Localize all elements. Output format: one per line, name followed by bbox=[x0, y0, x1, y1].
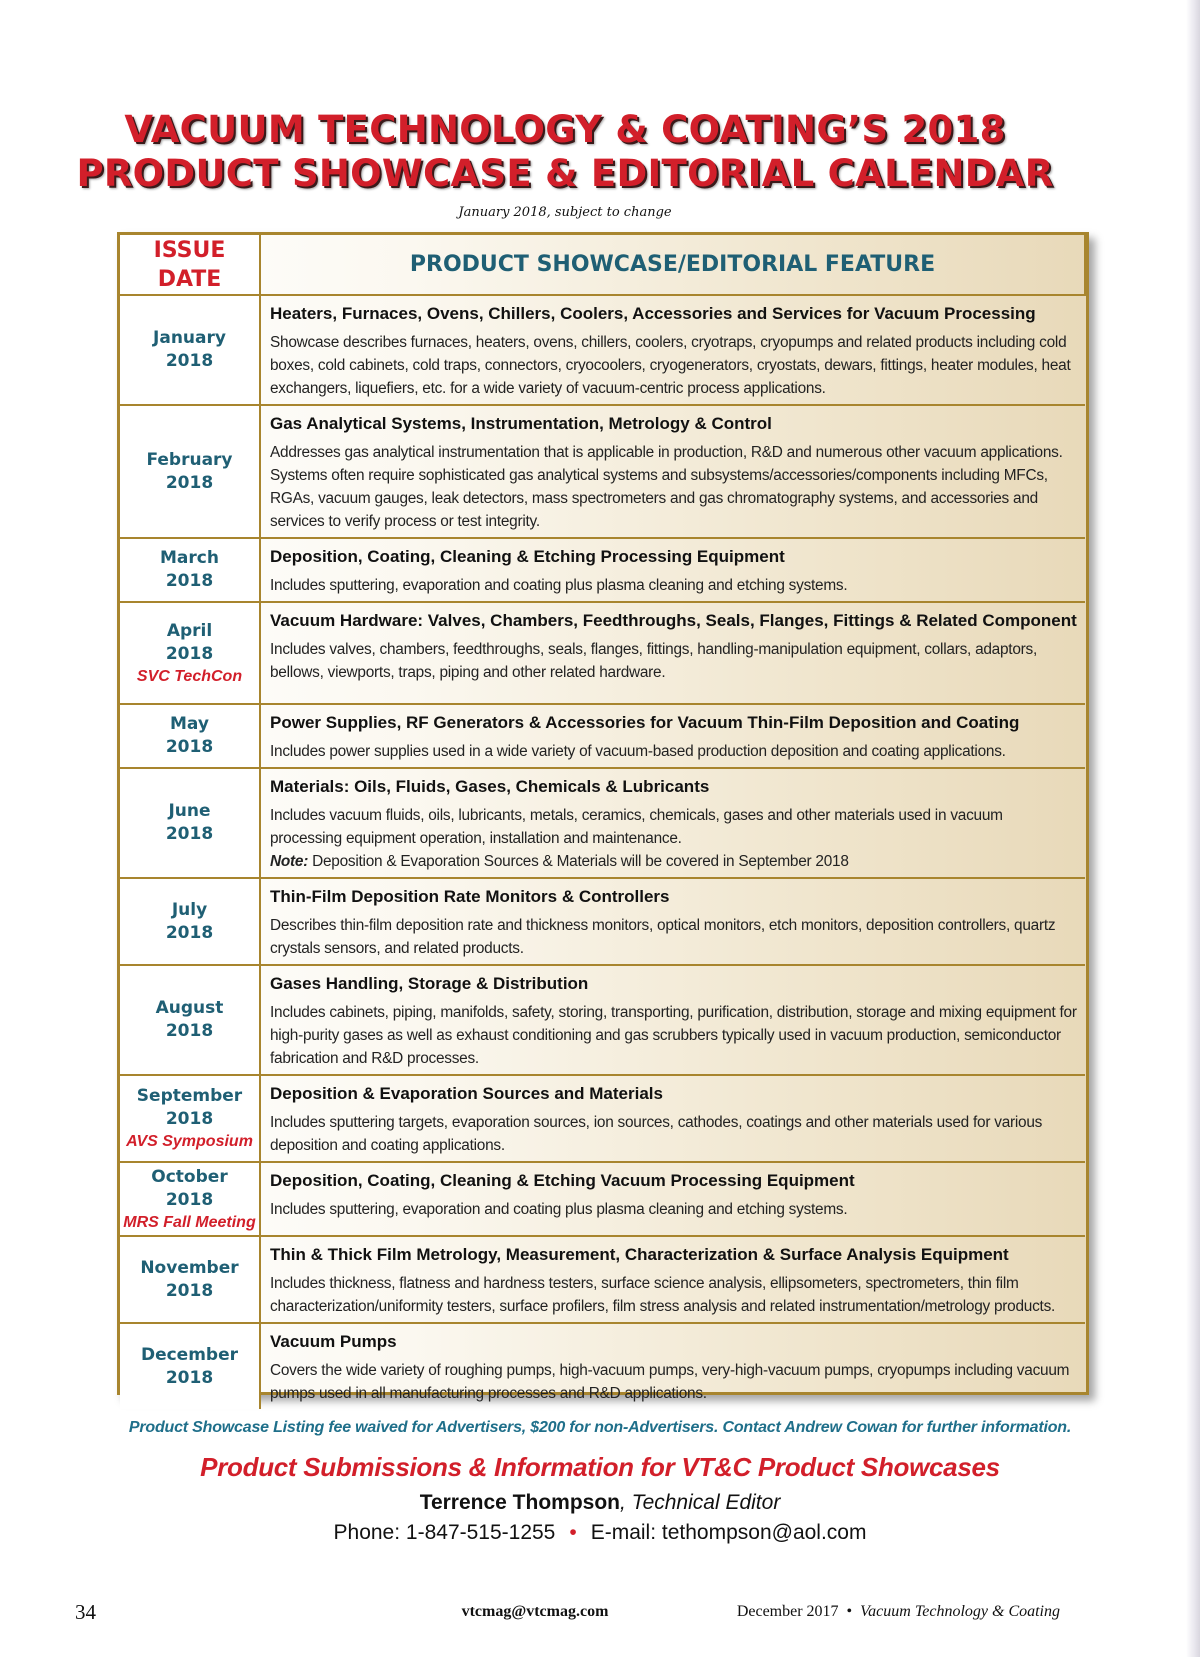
feature-cell bbox=[260, 1075, 1085, 1162]
page-title-line-1: VACUUM TECHNOLOGY & COATING’S 2018 bbox=[124, 108, 1006, 151]
feature-cell bbox=[260, 878, 1085, 965]
issue-year: 2018 bbox=[165, 472, 214, 493]
issue-month: November bbox=[140, 1257, 239, 1278]
table-row bbox=[120, 1323, 1085, 1409]
header-issue-date bbox=[120, 235, 260, 295]
table-row bbox=[120, 878, 1085, 965]
page-number: 34 bbox=[75, 1600, 96, 1624]
page-title-line-2: PRODUCT SHOWCASE & EDITORIAL CALENDAR bbox=[76, 152, 1054, 195]
feature-title: Heaters, Furnaces, Ovens, Chillers, Coolers, Accessories and Services for Vacuum Processing bbox=[270, 304, 1036, 323]
feature-cell bbox=[260, 1236, 1085, 1323]
header-date-label: DATE bbox=[157, 266, 222, 292]
editor-name: Terrence Thompson bbox=[419, 1491, 620, 1514]
feature-cell bbox=[260, 295, 1085, 405]
editorial-calendar-table bbox=[117, 232, 1089, 1402]
feature-description: Includes vacuum fluids, oils, lubricants, metals, ceramics, chemicals, gases and other materials used in vacuum processing equipment operation, installation and maintenance. bbox=[270, 807, 1003, 847]
feature-cell bbox=[260, 405, 1085, 538]
footer-separator: • bbox=[846, 1603, 853, 1620]
issue-year: 2018 bbox=[165, 643, 214, 664]
header-feature: PRODUCT SHOWCASE/EDITORIAL FEATURE bbox=[260, 235, 1085, 295]
issue-month: January bbox=[153, 328, 226, 348]
table-row bbox=[120, 1075, 1085, 1162]
feature-description: Includes power supplies used in a wide variety of vacuum-based production deposition and coating applications. bbox=[270, 743, 1006, 760]
feature-description: Addresses gas analytical instrumentation that is applicable in production, R&D and numerous other vacuum applications. Systems often require sophisticated gas analytical systems and subsystems/accessories/components including MFCs, RGAs, vacuum gauges, leak detectors, mass spectrometers and gas chromatography systems, and accessories and services to verify process or test integrity. bbox=[270, 444, 1063, 530]
issue-year: 2018 bbox=[165, 737, 214, 757]
issue-year: 2018 bbox=[165, 1367, 214, 1388]
issue-date-cell bbox=[120, 602, 260, 704]
issue-month: May bbox=[170, 714, 209, 734]
issue-date-cell bbox=[120, 538, 260, 602]
feature-cell bbox=[260, 704, 1085, 768]
feature-description: Includes sputtering, evaporation and coating plus plasma cleaning and etching systems. bbox=[270, 1201, 848, 1218]
issue-year: 2018 bbox=[165, 571, 214, 591]
issue-month: July bbox=[171, 899, 208, 920]
issue-year: 2018 bbox=[165, 824, 214, 844]
issue-year: 2018 bbox=[165, 1280, 214, 1301]
table-row bbox=[120, 1162, 1085, 1236]
feature-cell bbox=[260, 602, 1085, 704]
feature-title: Materials: Oils, Fluids, Gases, Chemicals & Lubricants bbox=[270, 777, 710, 796]
issue-year: 2018 bbox=[165, 1021, 214, 1041]
feature-title: Deposition & Evaporation Sources and Materials bbox=[270, 1084, 663, 1103]
table-row bbox=[120, 602, 1085, 704]
footer-issue-date: December 2017 bbox=[736, 1603, 839, 1620]
feature-title: Vacuum Pumps bbox=[270, 1332, 397, 1351]
issue-date-cell bbox=[120, 405, 260, 538]
table-row bbox=[120, 295, 1085, 405]
issue-date-cell bbox=[120, 1162, 260, 1236]
issue-month: October bbox=[151, 1166, 228, 1187]
page-edge-shadow bbox=[1186, 0, 1200, 1657]
issue-year: 2018 bbox=[165, 1189, 214, 1210]
feature-description: Includes sputtering, evaporation and coating plus plasma cleaning and etching systems. bbox=[270, 577, 848, 594]
issue-month: December bbox=[140, 1344, 239, 1365]
issue-date-cell bbox=[120, 295, 260, 405]
feature-description: Includes cabinets, piping, manifolds, safety, storing, transporting, purification, distribution, storage and mixing equipment for high-purity gases as well as exhaust conditioning and gas scrubbers typically used in vacuum production, semiconductor fabrication and R&D processes. bbox=[270, 1004, 1077, 1067]
issue-date-cell bbox=[120, 768, 260, 878]
issue-year: 2018 bbox=[165, 922, 214, 943]
feature-cell bbox=[260, 965, 1085, 1075]
issue-month: April bbox=[166, 620, 213, 641]
issue-date-cell bbox=[120, 1323, 260, 1409]
feature-description: Includes valves, chambers, feedthroughs, seals, flanges, fittings, handling-manipulation equipment, collars, adaptors, bellows, viewports, traps, piping and other related hardware. bbox=[270, 641, 1037, 681]
footer-publication: Vacuum Technology & Coating bbox=[860, 1603, 1060, 1620]
feature-description: Showcase describes furnaces, heaters, ovens, chillers, coolers, cryotraps, cryopumps and related products including cold boxes, cold cabinets, cold traps, connectors, cryocoolers, cryogenerators, cryostats, dewars, fittings, heater modules, heat exchangers, liquefiers, etc. for a wide variety of vacuum-centric process applications. bbox=[270, 334, 1071, 397]
feature-note bbox=[270, 850, 1077, 873]
issue-month: March bbox=[160, 548, 219, 568]
editor-email[interactable]: E-mail: tethompson@aol.com bbox=[590, 1521, 867, 1544]
feature-description: Includes thickness, flatness and hardness testers, surface science analysis, ellipsometers, spectrometers, thin film characterization/uniformity testers, surface profilers, film stress analysis and related instrumentation/metrology products. bbox=[270, 1275, 1056, 1315]
issue-year: 2018 bbox=[165, 1109, 214, 1129]
feature-note-label: Note: bbox=[270, 853, 309, 870]
issue-month: August bbox=[155, 998, 224, 1018]
feature-title: Thin & Thick Film Metrology, Measurement, Characterization & Surface Analysis Equipment bbox=[270, 1245, 1009, 1264]
feature-title: Gas Analytical Systems, Instrumentation, Metrology & Control bbox=[270, 414, 772, 433]
issue-month: February bbox=[146, 449, 233, 470]
table-row bbox=[120, 704, 1085, 768]
issue-date-cell bbox=[120, 1075, 260, 1162]
editor-role: , Technical Editor bbox=[620, 1491, 781, 1514]
feature-cell bbox=[260, 1323, 1085, 1409]
issue-event: SVC TechCon bbox=[136, 667, 243, 685]
table-row bbox=[120, 1236, 1085, 1323]
issue-date-cell bbox=[120, 965, 260, 1075]
feature-note-text: Deposition & Evaporation Sources & Materials will be covered in September 2018 bbox=[308, 853, 849, 870]
issue-month: September bbox=[136, 1086, 243, 1106]
listing-fee-note: Product Showcase Listing fee waived for Advertisers, $200 for non-Advertisers. Contact Andrew Cowan for further information. bbox=[128, 1419, 1072, 1436]
feature-description: Covers the wide variety of roughing pumps, high-vacuum pumps, very-high-vacuum pumps, cryopumps including vacuum pumps used in all manufacturing processes and R&D applications. bbox=[270, 1362, 1070, 1402]
feature-title: Thin-Film Deposition Rate Monitors & Controllers bbox=[270, 887, 670, 906]
table-row bbox=[120, 538, 1085, 602]
feature-description: Describes thin-film deposition rate and thickness monitors, optical monitors, etch monitors, deposition controllers, quartz crystals sensors, and related products. bbox=[270, 917, 1056, 957]
issue-date-cell bbox=[120, 878, 260, 965]
page-subtitle: January 2018, subject to change bbox=[458, 205, 672, 220]
feature-title: Vacuum Hardware: Valves, Chambers, Feedthroughs, Seals, Flanges, Fittings & Related Component bbox=[270, 611, 1077, 630]
footer-email-link[interactable]: vtcmag@vtcmag.com bbox=[461, 1603, 609, 1620]
issue-date-cell bbox=[120, 1236, 260, 1323]
editor-phone: Phone: 1-847-515-1255 bbox=[333, 1521, 556, 1544]
feature-title: Gases Handling, Storage & Distribution bbox=[270, 974, 589, 993]
bullet-separator: • bbox=[569, 1521, 577, 1544]
footer-issue-info bbox=[737, 1603, 1060, 1621]
feature-cell bbox=[260, 1162, 1085, 1236]
header-issue-label: ISSUE bbox=[153, 237, 226, 263]
table-row bbox=[120, 768, 1085, 878]
feature-title: Deposition, Coating, Cleaning & Etching Vacuum Processing Equipment bbox=[270, 1171, 855, 1190]
contact-line bbox=[0, 1521, 1200, 1545]
feature-title: Deposition, Coating, Cleaning & Etching Processing Equipment bbox=[270, 547, 785, 566]
table-row bbox=[120, 965, 1085, 1075]
feature-cell bbox=[260, 538, 1085, 602]
issue-date-cell bbox=[120, 704, 260, 768]
feature-cell bbox=[260, 768, 1085, 878]
submissions-heading: Product Submissions & Information for VT&C Product Showcases bbox=[200, 1452, 1000, 1482]
feature-title: Power Supplies, RF Generators & Accessories for Vacuum Thin-Film Deposition and Coating bbox=[270, 713, 1020, 732]
table-header-row bbox=[120, 235, 1085, 295]
issue-event: AVS Symposium bbox=[126, 1133, 253, 1150]
editor-line bbox=[0, 1491, 1200, 1515]
issue-event: MRS Fall Meeting bbox=[123, 1213, 256, 1231]
table-row bbox=[120, 405, 1085, 538]
issue-month: June bbox=[168, 801, 211, 821]
feature-description: Includes sputtering targets, evaporation sources, ion sources, cathodes, coatings and other materials used for various deposition and coating applications. bbox=[270, 1114, 1043, 1154]
issue-year: 2018 bbox=[165, 351, 214, 371]
